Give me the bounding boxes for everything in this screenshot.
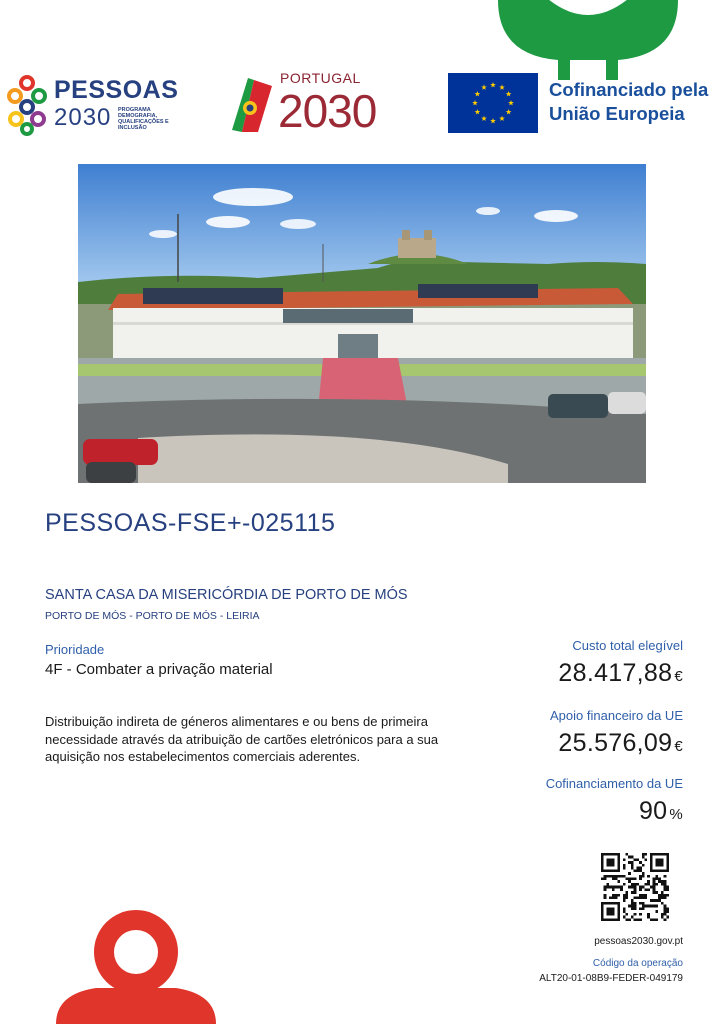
operation-code-value: ALT20-01-08B9-FEDER-049179 (539, 973, 683, 984)
priority-label: Prioridade (45, 642, 105, 657)
eu-support-amount: 25.576,09 (558, 729, 673, 757)
priority-value: 4F - Combater a privação material (45, 661, 273, 678)
eu-flag-icon (448, 73, 538, 133)
building-photo (78, 164, 646, 483)
operation-code-label: Código da operação (592, 958, 683, 969)
total-cost-currency: € (674, 668, 683, 685)
qr-code-icon[interactable] (601, 853, 669, 921)
eu-support-value (550, 729, 683, 758)
portugal-logo-word: PORTUGAL (280, 70, 361, 86)
operation-description: Distribuição indireta de géneros alimentares e ou bens de primeira necessidade através da atribuição de cartões eletrónicos para a sua aquisição nos estabelecimentos comerciais aderentes. (45, 714, 439, 764)
eu-cofinancing-value (546, 797, 683, 826)
total-cost-label: Custo total elegível (572, 638, 683, 653)
beneficiary-entity: SANTA CASA DA MISERICÓRDIA DE PORTO DE MÓS (45, 587, 408, 603)
total-cost-block (558, 638, 683, 688)
eu-cofinancing-rate: 90 (638, 797, 668, 825)
website-link[interactable]: pessoas2030.gov.pt (594, 936, 683, 947)
eu-cofinancing-label: Cofinanciamento da UE (545, 776, 683, 791)
eu-text-line2: União Europeia (549, 103, 685, 124)
pessoas-2030-logo (4, 70, 184, 140)
total-cost-amount: 28.417,88 (558, 659, 673, 687)
portugal-2030-logo (228, 70, 398, 136)
operation-code: PESSOAS-FSE+-025115 (45, 509, 336, 537)
decorative-green-shape (488, 0, 688, 80)
pessoas-logo-word: PESSOAS (54, 76, 179, 104)
eu-cofinancing-text (549, 78, 708, 126)
eu-support-currency: € (674, 738, 683, 755)
pessoas-figure-icon (4, 74, 50, 136)
eu-cofinancing-block (546, 776, 683, 826)
portugal-flag-icon (228, 74, 276, 134)
portugal-logo-year: 2030 (278, 85, 377, 137)
eu-support-block (550, 708, 683, 758)
eu-cofinancing-percent: % (669, 806, 683, 823)
total-cost-value (558, 659, 683, 688)
eu-support-label: Apoio financeiro da UE (550, 708, 683, 723)
eu-text-line1: Cofinanciado pela (549, 79, 709, 100)
eu-cofinancing-logo (448, 73, 724, 133)
pessoas-logo-year: 2030 (54, 104, 112, 131)
pessoas-logo-subtitle: PROGRAMA DEMOGRAFIA, QUALIFICAÇÕES E INCLUSÃO (118, 107, 169, 131)
operation-location: PORTO DE MÓS - PORTO DE MÓS - LEIRIA (45, 610, 260, 622)
decorative-red-shape (36, 910, 236, 1024)
